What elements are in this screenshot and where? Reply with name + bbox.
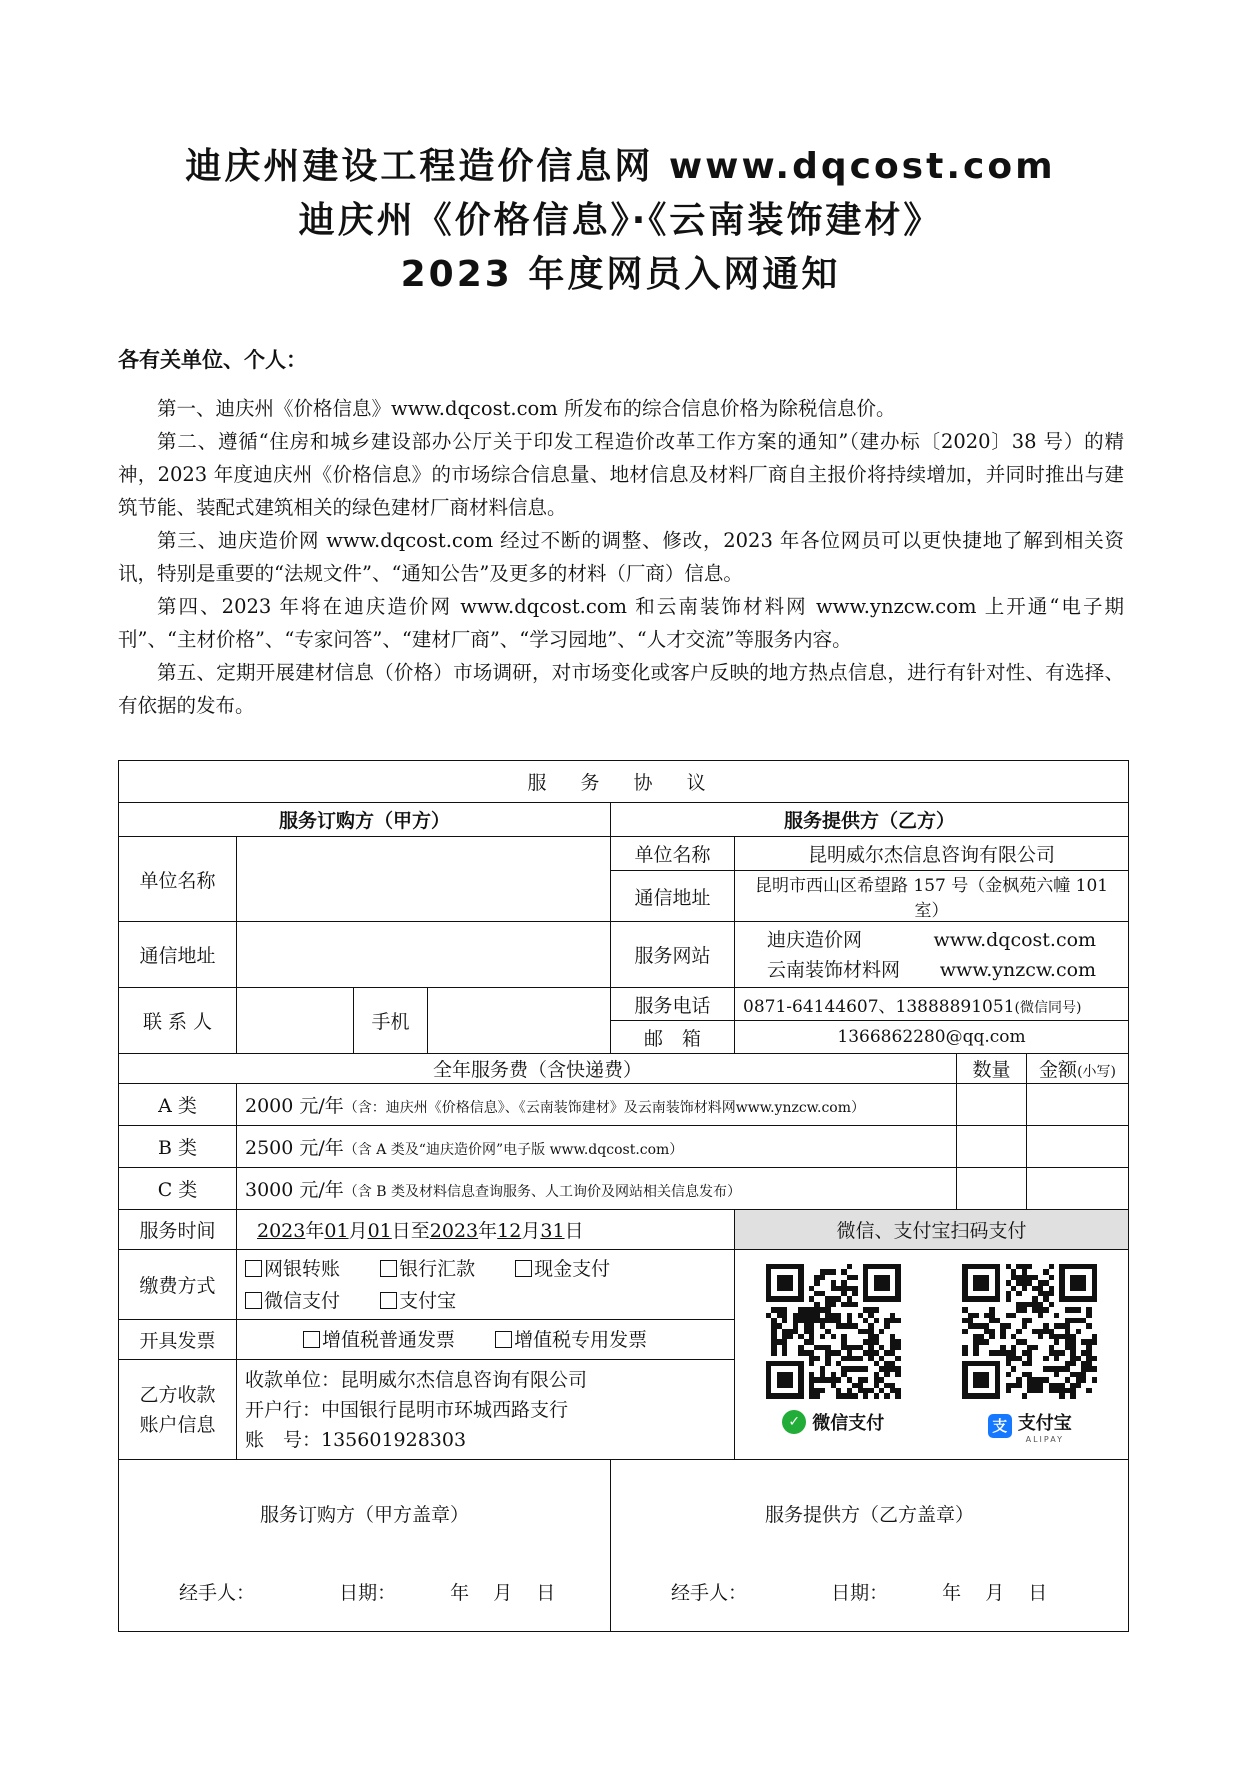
label-account bbox=[119, 1360, 237, 1460]
provider-email: 1366862280@qq.com bbox=[735, 1021, 1129, 1054]
to-word: 至 bbox=[410, 1220, 430, 1242]
fee-type: A 类 bbox=[119, 1084, 237, 1126]
account-label-line: 账户信息 bbox=[139, 1413, 216, 1436]
payment-option[interactable] bbox=[380, 1258, 475, 1280]
party-b-seal-label: 服务提供方（乙方盖章） bbox=[765, 1504, 975, 1526]
fee-detail bbox=[237, 1168, 957, 1210]
scan-pay-header: 微信、支付宝扫码支付 bbox=[735, 1210, 1129, 1250]
unit-month: 月 bbox=[348, 1220, 368, 1242]
date-label: 日期： bbox=[339, 1582, 397, 1604]
qty-field[interactable] bbox=[957, 1168, 1027, 1210]
party-a-address-field[interactable] bbox=[237, 922, 611, 988]
payment-option[interactable] bbox=[515, 1258, 610, 1280]
party-a-seal-label: 服务订购方（甲方盖章） bbox=[259, 1504, 469, 1526]
qty-field[interactable] bbox=[957, 1084, 1027, 1126]
label-provider-unit-name: 单位名称 bbox=[611, 837, 735, 871]
day-label: 日 bbox=[1028, 1582, 1048, 1604]
handler-label: 经手人： bbox=[179, 1582, 256, 1604]
label-payment: 缴费方式 bbox=[119, 1250, 237, 1320]
unit-year: 年 bbox=[478, 1220, 498, 1242]
handler-label: 经手人： bbox=[671, 1582, 748, 1604]
phone-numbers: 0871-64144607、13888891051 bbox=[743, 996, 1015, 1017]
option-label: 微信支付 bbox=[264, 1289, 341, 1312]
end-day: 31 bbox=[540, 1220, 565, 1242]
checkbox-icon[interactable] bbox=[515, 1260, 532, 1277]
paragraph: 第二、遵循“住房和城乡建设部办公厅关于印发工程造价改革工作方案的通知”（建办标〔2020〕38 号）的精神，2023 年度迪庆州《价格信息》的市场综合信息量、地材信息及材料厂商自主报价将持续增加，并同时推出与建筑节能、装配式建筑相关的绿色建材厂商材料信息。 bbox=[118, 430, 1124, 519]
phone-note: (微信同号) bbox=[1014, 999, 1082, 1016]
site-name: 迪庆造价网 bbox=[767, 928, 863, 951]
unit-day: 日 bbox=[564, 1220, 584, 1242]
label-unit-name: 单位名称 bbox=[119, 837, 237, 922]
account-label-line: 乙方收款 bbox=[139, 1383, 216, 1406]
fee-detail bbox=[237, 1126, 957, 1168]
fee-type: B 类 bbox=[119, 1126, 237, 1168]
option-label: 网银转账 bbox=[264, 1257, 341, 1280]
qr-codes-panel bbox=[735, 1250, 1129, 1460]
year-label: 年 bbox=[450, 1582, 470, 1604]
checkbox-icon[interactable] bbox=[380, 1260, 397, 1277]
party-a-signature-block bbox=[119, 1460, 611, 1632]
checkbox-icon[interactable] bbox=[245, 1292, 262, 1309]
start-year: 2023 bbox=[257, 1220, 306, 1242]
account-payee: 收款单位：昆明威尔杰信息咨询有限公司 bbox=[245, 1368, 588, 1391]
option-label: 增值税普通发票 bbox=[322, 1328, 456, 1351]
unit-month: 月 bbox=[521, 1220, 541, 1242]
provider-address: 昆明市西山区希望路 157 号（金枫苑六幢 101 室） bbox=[735, 871, 1129, 922]
website-row bbox=[743, 955, 1120, 985]
title-line-3: 2023 年度网员入网通知 bbox=[400, 254, 841, 295]
account-info bbox=[237, 1360, 735, 1460]
option-label: 银行汇款 bbox=[399, 1257, 476, 1280]
month-label: 月 bbox=[493, 1582, 513, 1604]
payment-option[interactable] bbox=[245, 1290, 340, 1312]
day-label: 日 bbox=[536, 1582, 556, 1604]
unit-day: 日 bbox=[391, 1220, 411, 1242]
service-agreement-table bbox=[118, 760, 1129, 1632]
unit-year: 年 bbox=[305, 1220, 325, 1242]
provider-phone bbox=[735, 988, 1129, 1021]
wechat-pay-block bbox=[766, 1264, 901, 1435]
provider-name: 昆明威尔杰信息咨询有限公司 bbox=[735, 837, 1129, 871]
wechat-pay-label: 微信支付 bbox=[812, 1412, 885, 1434]
site-url: www.ynzcw.com bbox=[939, 958, 1097, 981]
fee-price: 2500 元/年 bbox=[245, 1137, 344, 1159]
fee-type: C 类 bbox=[119, 1168, 237, 1210]
end-year: 2023 bbox=[429, 1220, 479, 1242]
title-line-1: 迪庆州建设工程造价信息网 www.dqcost.com bbox=[185, 146, 1056, 187]
alipay-label: 支付宝 bbox=[1017, 1412, 1072, 1434]
label-mobile: 手机 bbox=[354, 988, 428, 1054]
start-month: 01 bbox=[324, 1220, 349, 1242]
payment-option[interactable] bbox=[245, 1258, 340, 1280]
year-label: 年 bbox=[942, 1582, 962, 1604]
website-row bbox=[743, 925, 1120, 955]
party-a-contact-field[interactable] bbox=[237, 988, 354, 1054]
fee-price: 2000 元/年 bbox=[245, 1095, 344, 1117]
paragraph: 第五、定期开展建材信息（价格）市场调研，对市场变化或客户反映的地方热点信息，进行有针对性、有选择、有依据的发布。 bbox=[118, 661, 1124, 717]
fee-price: 3000 元/年 bbox=[245, 1179, 344, 1201]
month-label: 月 bbox=[985, 1582, 1005, 1604]
alipay-qr-code bbox=[962, 1264, 1097, 1399]
label-contact: 联 系 人 bbox=[119, 988, 237, 1054]
end-month: 12 bbox=[497, 1220, 522, 1242]
fee-desc: （含 A 类及“迪庆造价网”电子版 www.dqcost.com） bbox=[343, 1142, 684, 1158]
party-a-header: 服务订购方（甲方） bbox=[119, 803, 611, 837]
service-period bbox=[237, 1210, 735, 1250]
invoice-options bbox=[237, 1320, 735, 1360]
option-label: 支付宝 bbox=[399, 1289, 457, 1312]
invoice-option[interactable] bbox=[303, 1329, 455, 1351]
label-phone: 服务电话 bbox=[611, 988, 735, 1021]
date-label: 日期： bbox=[831, 1582, 889, 1604]
party-b-header: 服务提供方（乙方） bbox=[611, 803, 1129, 837]
title-line-2: 迪庆州《价格信息》·《云南装饰建材》 bbox=[298, 200, 943, 241]
document-title bbox=[0, 140, 1241, 302]
agreement-title: 服 务 协 议 bbox=[119, 761, 1129, 803]
alipay-icon: 支 bbox=[988, 1414, 1012, 1438]
qty-field[interactable] bbox=[957, 1126, 1027, 1168]
payment-options bbox=[237, 1250, 735, 1320]
label-website: 服务网站 bbox=[611, 922, 735, 988]
salutation: 各有关单位、个人： bbox=[118, 348, 307, 372]
amount-label: 金额 bbox=[1039, 1059, 1078, 1081]
label-email: 邮 箱 bbox=[611, 1021, 735, 1054]
label-address: 通信地址 bbox=[119, 922, 237, 988]
amount-note: (小写) bbox=[1077, 1064, 1116, 1080]
qr-module bbox=[895, 1393, 900, 1398]
party-a-sign-line bbox=[179, 1578, 590, 1605]
option-label: 增值税专用发票 bbox=[514, 1328, 648, 1351]
amount-field[interactable] bbox=[1027, 1168, 1129, 1210]
option-label: 现金支付 bbox=[534, 1257, 611, 1280]
start-day: 01 bbox=[367, 1220, 392, 1242]
notice-body bbox=[118, 392, 1124, 722]
fee-detail bbox=[237, 1084, 957, 1126]
fee-header: 全年服务费（含快递费） bbox=[119, 1054, 957, 1084]
paragraph: 第四、2023 年将在迪庆造价网 www.dqcost.com 和云南装饰材料网 www.ynzcw.com 上开通“电子期刊”、“主材价格”、“专家问答”、“建材厂商”、“学习园地”、“人才交流”等服务内容。 bbox=[118, 595, 1124, 651]
label-service-time: 服务时间 bbox=[119, 1210, 237, 1250]
qr-module bbox=[1092, 1393, 1097, 1398]
alipay-sub-label: ALIPAY bbox=[1025, 1434, 1064, 1444]
fee-desc: （含：迪庆州《价格信息》、《云南装饰建材》及云南装饰材料网www.ynzcw.com） bbox=[343, 1100, 865, 1116]
qty-header: 数量 bbox=[957, 1054, 1027, 1084]
wechat-qr-code bbox=[766, 1264, 901, 1399]
checkbox-icon[interactable] bbox=[380, 1292, 397, 1309]
amount-field[interactable] bbox=[1027, 1084, 1129, 1126]
paragraph: 第一、迪庆州《价格信息》www.dqcost.com 所发布的综合信息价格为除税信息价。 bbox=[157, 397, 896, 420]
party-a-mobile-field[interactable] bbox=[428, 988, 611, 1054]
party-b-signature-block bbox=[611, 1460, 1129, 1632]
invoice-option[interactable] bbox=[495, 1329, 647, 1351]
site-url: www.dqcost.com bbox=[933, 928, 1097, 951]
party-b-sign-line bbox=[671, 1578, 1108, 1605]
payment-option[interactable] bbox=[380, 1290, 456, 1312]
checkbox-icon[interactable] bbox=[303, 1331, 320, 1348]
paragraph: 第三、迪庆造价网 www.dqcost.com 经过不断的调整、修改，2023 年各位网员可以更快捷地了解到相关资讯，特别是重要的“法规文件”、“通知公告”及更多的材料（厂商）信息。 bbox=[118, 529, 1124, 585]
checkbox-icon[interactable] bbox=[245, 1260, 262, 1277]
party-a-unit-name-field[interactable] bbox=[237, 837, 611, 922]
provider-websites bbox=[735, 922, 1129, 988]
amount-header bbox=[1027, 1054, 1129, 1084]
alipay-block bbox=[962, 1264, 1097, 1444]
wechat-icon: ✓ bbox=[782, 1410, 806, 1434]
checkbox-icon[interactable] bbox=[495, 1331, 512, 1348]
account-bank: 开户行：中国银行昆明市环城西路支行 bbox=[245, 1398, 569, 1421]
account-number: 账 号：135601928303 bbox=[245, 1428, 467, 1451]
fee-desc: （含 B 类及材料信息查询服务、人工询价及网站相关信息发布） bbox=[343, 1184, 741, 1200]
label-provider-address: 通信地址 bbox=[611, 871, 735, 922]
amount-field[interactable] bbox=[1027, 1126, 1129, 1168]
site-name: 云南装饰材料网 bbox=[767, 958, 901, 981]
label-invoice: 开具发票 bbox=[119, 1320, 237, 1360]
